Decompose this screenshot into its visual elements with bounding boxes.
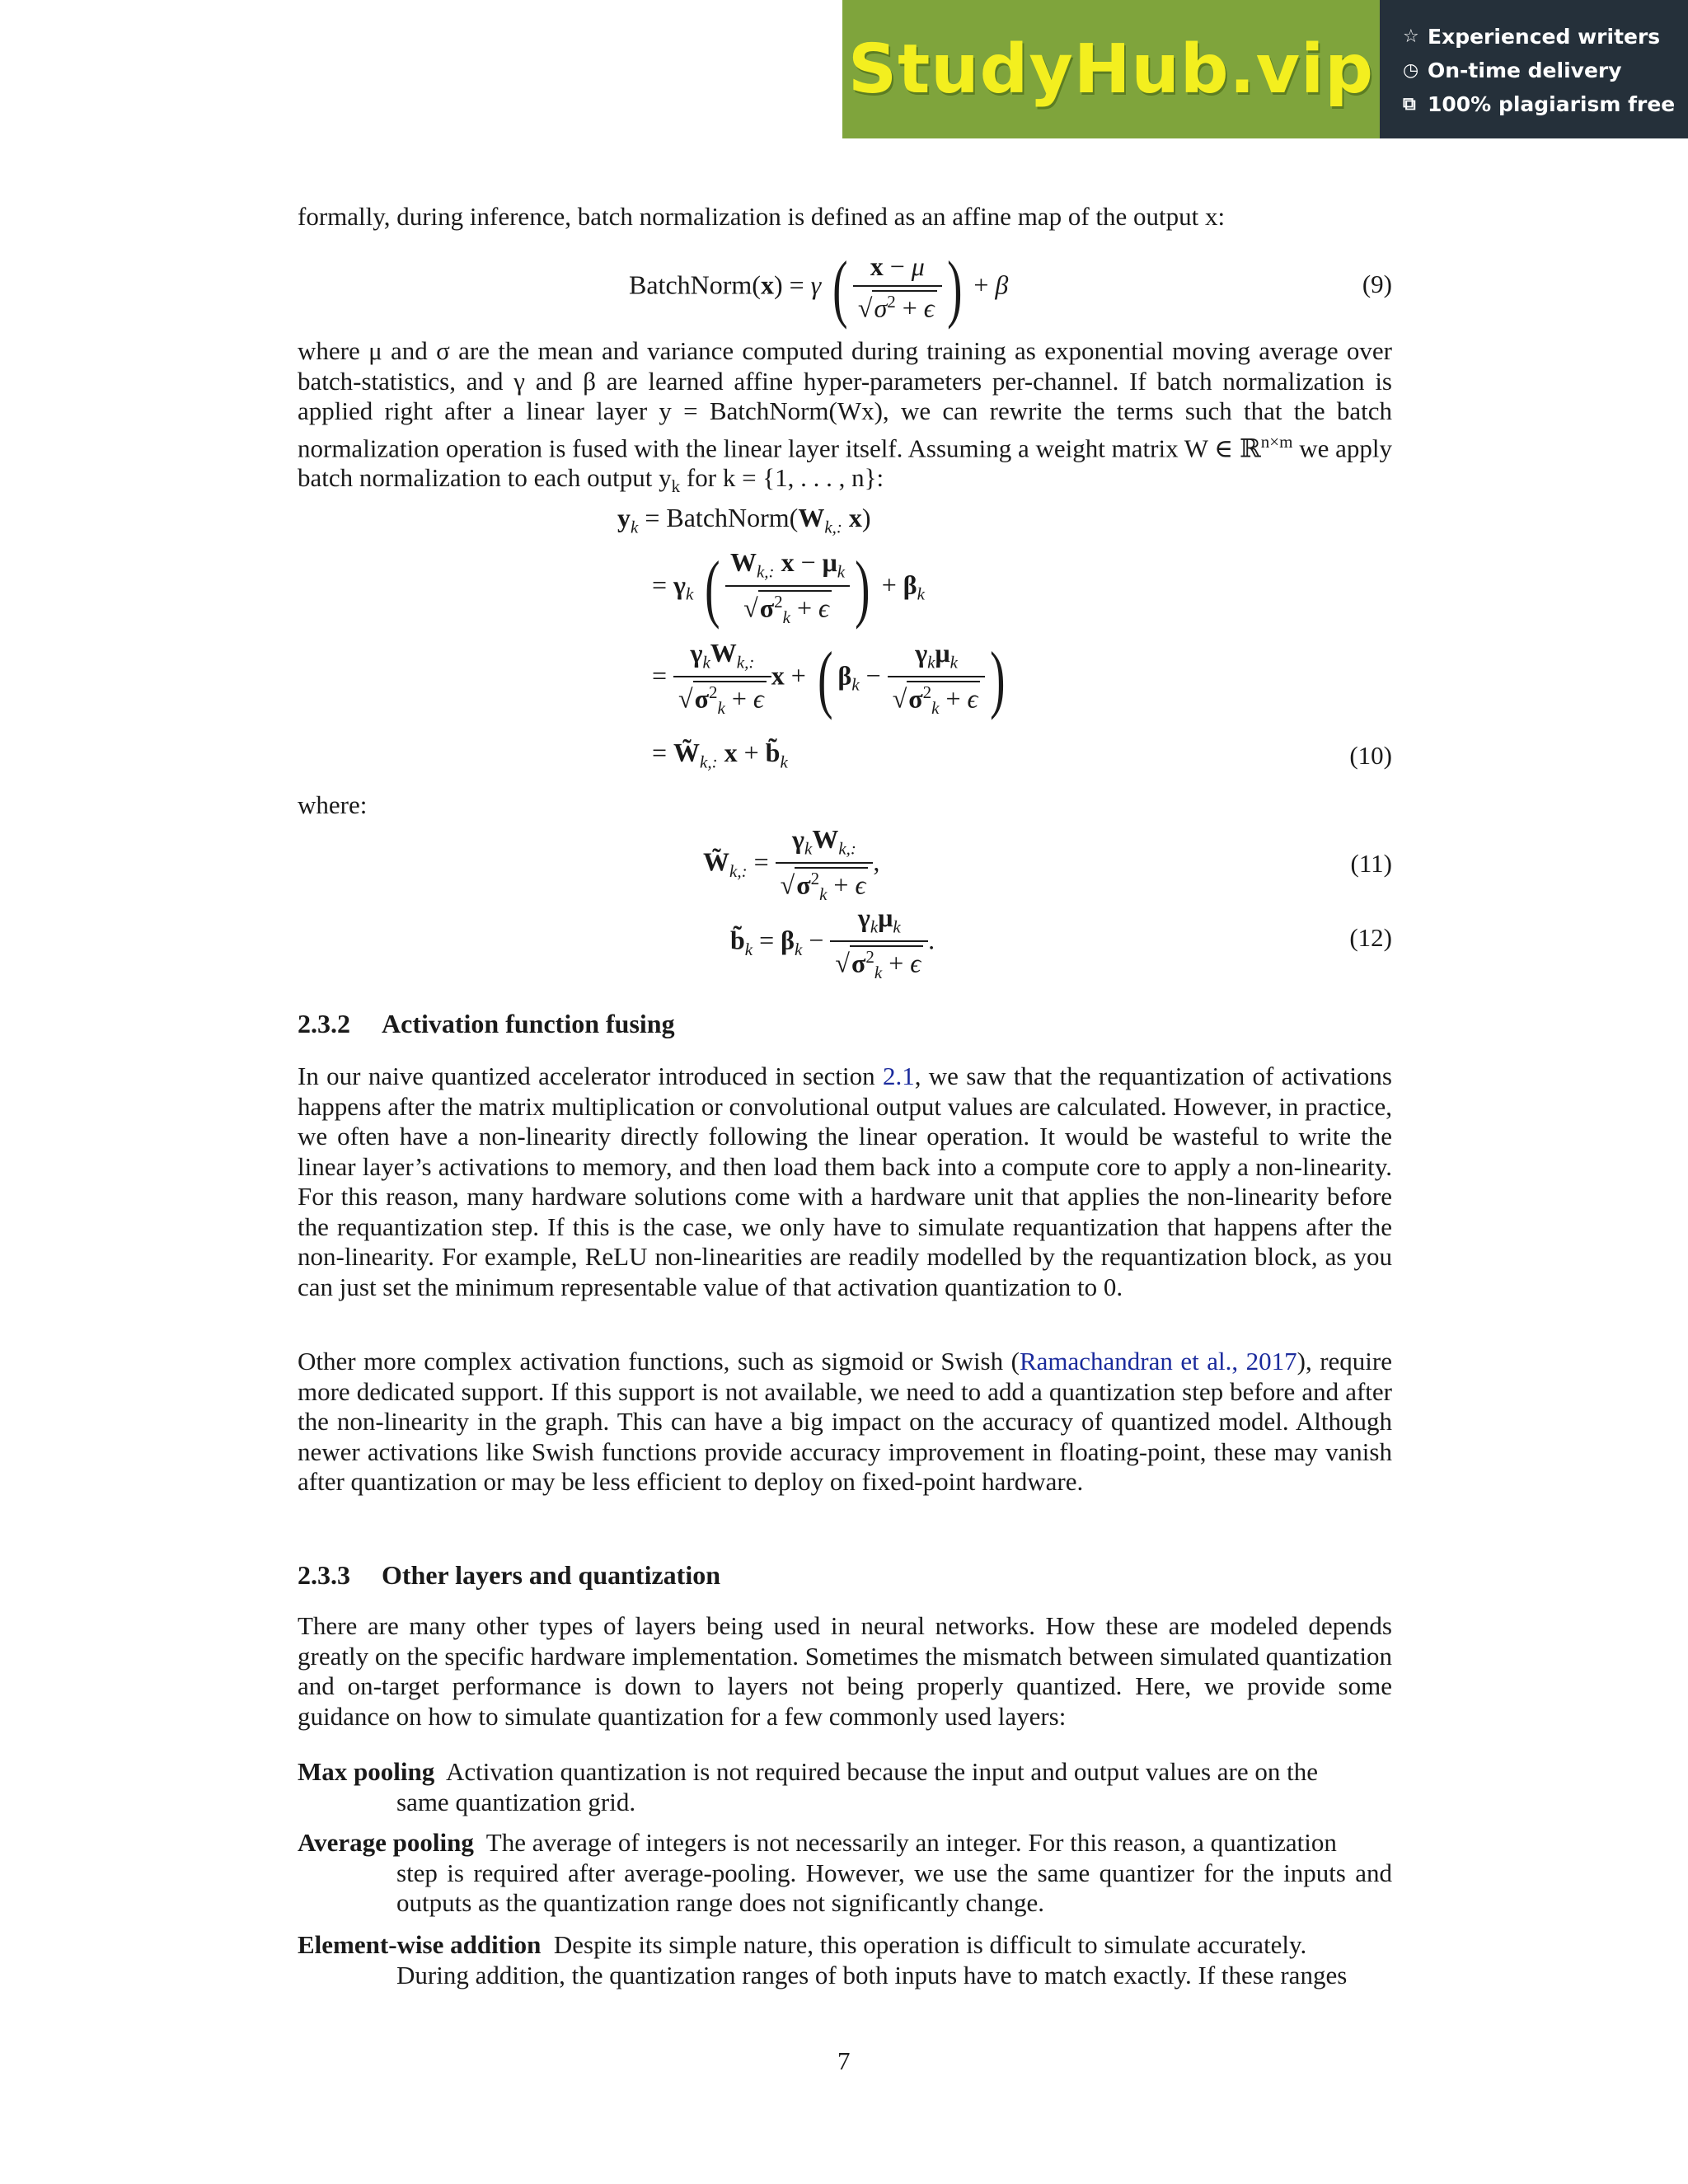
- definition-average-pooling: Average pooling The average of integers is not necessarily an integer. For this reason, a quantization step is required after average-pooling. However, we use the same quantizer for the inputs and outputs as the quantization range does not significantly change.: [298, 1828, 1392, 1917]
- banner-badges: [1380, 0, 1688, 138]
- section-link[interactable]: 2.1: [882, 1062, 915, 1090]
- promo-banner[interactable]: [842, 0, 1688, 138]
- equation-number: (9): [1362, 269, 1392, 298]
- equation-number: (10): [1349, 741, 1392, 770]
- paragraph-activation-fusing-1: In our naive quantized accelerator introduced in section 2.1, we saw that the requantization of activations happens after the matrix multiplication or convolutional output values are calculated. However, in practice, we often have a non-linearity directly following the linear operation. It would be wasteful to write the linear layer’s activations to memory, and then load them back into a compute core to apply a non-linearity. For this reason, many hardware solutions come with a hardware unit that applies the non-linearity before the requantization step. If this is the case, we only have to simulate requantization that happens after the non-linearity. For example, ReLU non-linearities are readily modelled by the requantization block, as you can just set the minimum representable value of that activation quantization to 0.: [298, 1062, 1392, 1301]
- equation-10-line-3: = $\frac{\gamma_kW_{k,:}}{√\sigma^2_k + \epsilon}$ x + ( $\beta_k$ − $\frac{\gamma_k\mu_k}{√\sigma^2_k + \epsilon}$ ): [652, 636, 1006, 720]
- paragraph-batchnorm: where μ and σ are the mean and variance computed during training as exponential moving average over batch-statistics, and γ and β are learned affine hyper-parameters per-channel. If batch normalization is applied right after a linear layer y = BatchNorm(Wx), we can rewrite the terms such that the batch normalization operation is fused with the linear layer itself. Assuming a weight matrix W ∈ ℝ$^{n\times m}$ we apply batch normalization to each output $y_k$ for k = {1, . . . , n}:: [298, 336, 1392, 497]
- badge-experienced: [1403, 20, 1688, 54]
- where-label: where:: [298, 790, 368, 819]
- banner-logo: StudyHub.vip: [848, 30, 1374, 109]
- equation-number: (11): [1350, 849, 1392, 878]
- section-heading-2-3-3: 2.3.3 Other layers and quantization: [298, 1560, 720, 1590]
- badge-text: 100% plagiarism free: [1428, 92, 1676, 116]
- clock-icon: ◷: [1403, 60, 1419, 81]
- equation-9: BatchNorm(x) = γ ( $\frac{x - \mu}{√\sigma^2 + \epsilon}$ ) + β: [629, 246, 1009, 330]
- page-number: 7: [837, 2046, 851, 2075]
- badge-plagiarism: [1403, 87, 1688, 121]
- equation-12: $b̃_k = \beta_k$ − $\frac{\gamma_k\mu_k}{√\sigma^2_k + \epsilon}$ .: [730, 902, 935, 983]
- badge-text: Experienced writers: [1428, 25, 1661, 49]
- paragraph-other-layers: There are many other types of layers being used in neural networks. How these are modeled depends greatly on the specific hardware implementation. Sometimes the mismatch between simulated quantization and on-target performance is down to layers not being properly quantized. Here, we provide some guidance on how to simulate quantization for a few commonly used layers:: [298, 1611, 1392, 1731]
- equation-10-line-1: $y_k$ = $BatchNorm(W_{k,:}$ x): [617, 503, 871, 537]
- definition-max-pooling: Max pooling Activation quantization is not required because the input and output values are on the same quantization grid.: [298, 1757, 1319, 1816]
- equation-11: $W̃_{k,:}$ = $\frac{\gamma_kW_{k,:}}{√\sigma^2_k + \epsilon}$ ,: [703, 824, 880, 905]
- paragraph-activation-fusing-2: Other more complex activation functions, such as sigmoid or Swish (Ramachandran et al., 2017), require more dedicated support. If this support is not available, we need to add a quantization step before and after the non-linearity in the graph. This can have a big impact on the accuracy of quantized model. Although newer activations like Swish functions provide accuracy improvement in floating-point, these may vanish after quantization or may be less efficient to deploy on fixed-point hardware.: [298, 1347, 1392, 1496]
- copy-icon: ⧉: [1403, 94, 1416, 115]
- intro-line: formally, during inference, batch normalization is defined as an affine map of the output x:: [298, 202, 1226, 231]
- banner-logo-panel: [842, 0, 1380, 138]
- badge-text: On-time delivery: [1428, 59, 1622, 82]
- star-icon: ☆: [1403, 26, 1419, 47]
- equation-10-line-4: = $W̃_{k,:}$ $x + b̃_k$: [652, 738, 788, 772]
- citation-link[interactable]: Ramachandran et al., 2017: [1019, 1347, 1297, 1376]
- equation-10-line-2: = $\gamma_k$ ( $\frac{W_{k,:} x - \mu_k}{√\sigma^2_k + \epsilon}$ ) + $\beta_k$: [652, 546, 925, 630]
- definition-element-wise-addition: Element-wise addition Despite its simple nature, this operation is difficult to simulate accurately. During addition, the quantization ranges of both inputs have to match exactly. If these ranges: [298, 1930, 1348, 1990]
- section-heading-2-3-2: 2.3.2 Activation function fusing: [298, 1009, 675, 1038]
- badge-on-time: [1403, 54, 1688, 87]
- equation-number: (12): [1349, 923, 1392, 952]
